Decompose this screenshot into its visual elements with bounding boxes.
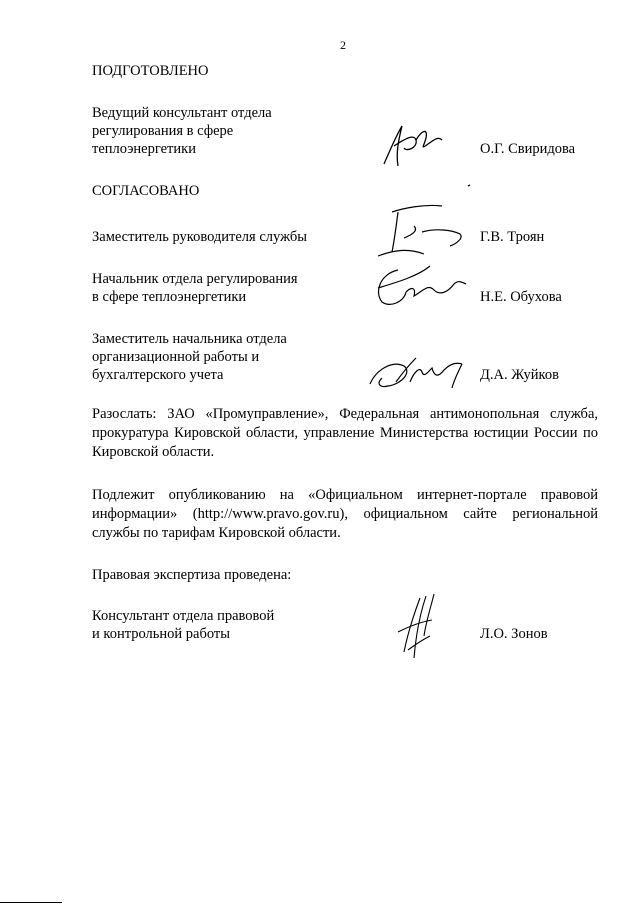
- prepared-position-line-1: Ведущий консультант отдела: [92, 105, 272, 121]
- signer-2-position-line-1: Начальник отдела регулирования: [92, 271, 298, 287]
- legal-review-position-line-1: Консультант отдела правовой: [92, 608, 275, 624]
- signature-sviridova: [376, 120, 450, 170]
- signature-zonov: [390, 592, 450, 662]
- signer-1-position-line-1: Заместитель руководителя службы: [92, 229, 308, 245]
- page-number: 2: [340, 38, 346, 52]
- signer-3-position-line-3: бухгалтерского учета: [92, 367, 224, 383]
- footer-rule: [0, 902, 62, 903]
- legal-review-name: Л.О. Зонов: [480, 626, 548, 642]
- legal-review-heading: Правовая экспертиза проведена:: [92, 567, 292, 583]
- signer-3-name: Д.А. Жуйков: [480, 367, 559, 383]
- signature-zhuikov: [362, 348, 476, 396]
- legal-review-position-line-2: и контрольной работы: [92, 626, 230, 642]
- signer-1-name: Г.В. Троян: [480, 229, 545, 245]
- signer-3-position-line-2: организационной работы и: [92, 349, 260, 365]
- signer-3-position-line-1: Заместитель начальника отдела: [92, 331, 287, 347]
- publication-paragraph: Подлежит опубликованию на «Официальном интернет-портале правовой информации» (http://www.pravo.gov.ru), официальном сайте региональной службы по тарифам Кировской области.: [92, 487, 598, 541]
- prepared-position-line-2: регулирования в сфере: [92, 123, 234, 139]
- agreed-heading: СОГЛАСОВАНО: [92, 183, 200, 199]
- distribution-paragraph: Разослать: ЗАО «Промуправление», Федеральная антимонопольная служба, прокуратура Кировской области, управление Министерства юстиции России по Кировской области.: [92, 406, 598, 460]
- prepared-name: О.Г. Свиридова: [480, 141, 576, 157]
- prepared-position-line-3: теплоэнергетики: [92, 141, 196, 157]
- signature-obukhova: [368, 262, 472, 312]
- signer-2-position-line-2: в сфере теплоэнергетики: [92, 289, 247, 305]
- signer-2-name: Н.Е. Обухова: [480, 289, 562, 305]
- signature-troyan: [364, 184, 476, 264]
- prepared-heading: ПОДГОТОВЛЕНО: [92, 63, 209, 79]
